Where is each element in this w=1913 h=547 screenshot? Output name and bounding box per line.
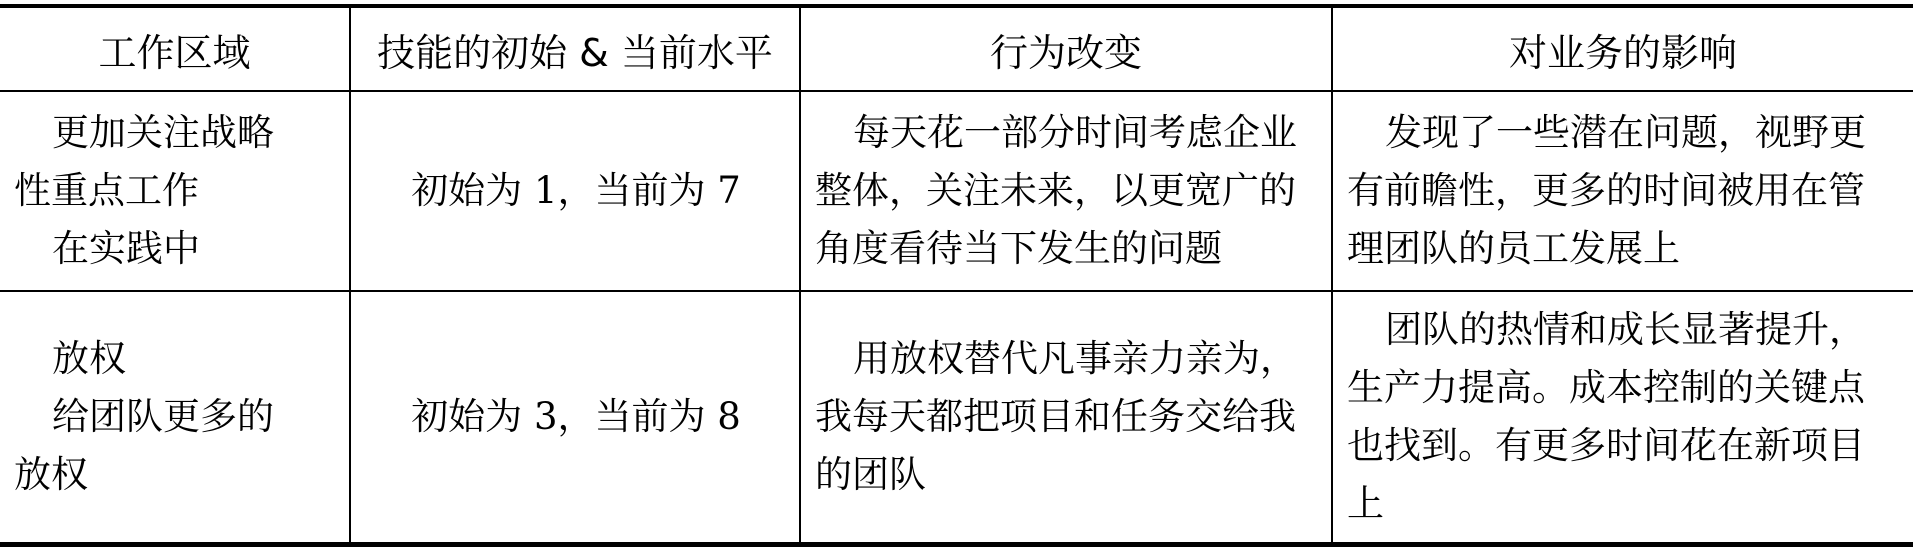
area-sub-line: 给团队更多的: [52, 395, 274, 438]
development-table: [0, 4, 1913, 547]
header-row: [0, 6, 1913, 91]
cell-business-impact: [1332, 291, 1913, 545]
header-behavior-change: 行为改变: [800, 6, 1332, 91]
header-work-area: 工作区域: [0, 6, 350, 91]
area-title-line: 性重点工作: [14, 169, 199, 212]
area-title-line: 更加关注战略: [52, 111, 274, 154]
table-header: [0, 6, 1913, 91]
cell-work-area: [0, 291, 350, 545]
cell-skill-level: 初始为 1，当前为 7: [350, 91, 800, 291]
behavior-text: 用放权替代凡事亲力亲为，我每天都把项目和任务交给我的团队: [815, 337, 1297, 496]
behavior-text: 每天花一部分时间考虑企业整体，关注未来，以更宽广的角度看待当下发生的问题: [815, 111, 1297, 270]
cell-business-impact: [1332, 91, 1913, 291]
header-skill-level: 技能的初始 & 当前水平: [350, 6, 800, 91]
cell-work-area: [0, 91, 350, 291]
cell-behavior-change: [800, 291, 1332, 545]
cell-behavior-change: [800, 91, 1332, 291]
table-body: [0, 91, 1913, 545]
area-title-line: 放权: [52, 337, 126, 380]
impact-text: 发现了一些潜在问题，视野更有前瞻性，更多的时间被用在管理团队的员工发展上: [1347, 111, 1866, 270]
area-sub-line: 放权: [14, 453, 88, 496]
impact-text: 团队的热情和成长显著提升，生产力提高。成本控制的关键点也找到。有更多时间花在新项目上: [1347, 308, 1866, 525]
table-row: [0, 291, 1913, 545]
header-business-impact: 对业务的影响: [1332, 6, 1913, 91]
cell-skill-level: 初始为 3，当前为 8: [350, 291, 800, 545]
area-sub-line: 在实践中: [52, 227, 200, 270]
table-row: [0, 91, 1913, 291]
